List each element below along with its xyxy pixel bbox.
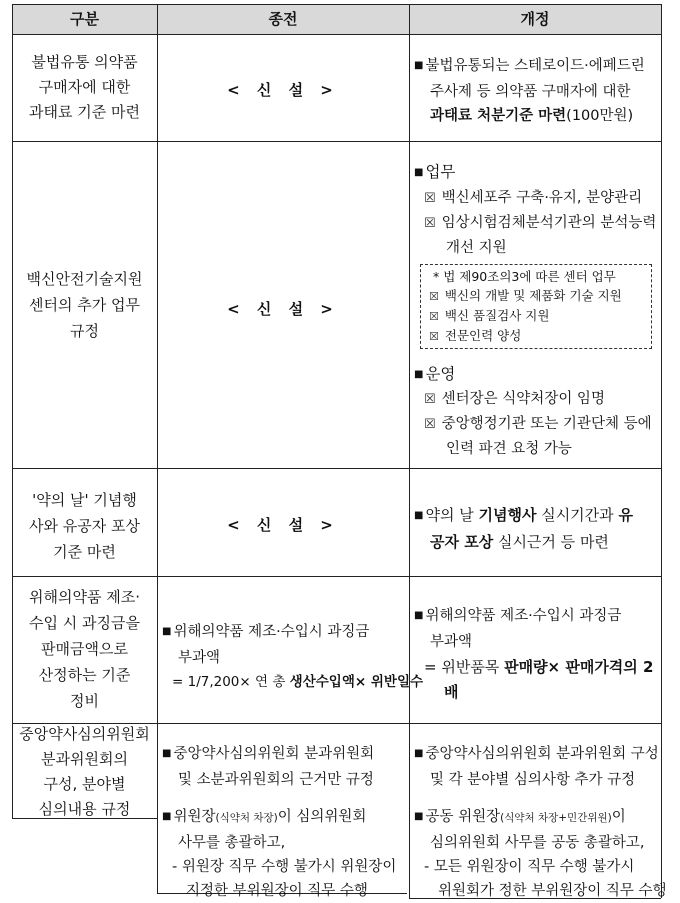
bullet-square-icon: ■ [414,610,424,621]
row2-before-new: < 신 설 > [227,300,339,318]
row1-category: 불법유통 의약품 구매자에 대한 과태료 기준 마련 [29,53,140,121]
row2-ops-items: ☒ 센터장은 식약처장이 임명 ☒ 중앙행정기관 또는 기관단체 등에 인력 파견 요청 가능 [424,391,652,457]
row3-before-new: < 신 설 > [227,516,339,534]
rule-col2 [409,4,410,898]
row1-before-new: < 신 설 > [227,81,339,99]
rule-col1 [157,4,158,893]
row5-after: ■ 중앙약사심의위원회 분과위원회 구성 및 각 분야별 심의사항 추가 규정 ■ 공동 위원장(식약처 차장+민간위원)이 심의위원회 사무를 공동 총괄하고, - 모든 위원장이 직무 수행 불가시 위원회가 정한 부위원장이 직무 수행 [414,746,667,899]
row4-before: ■ 위해의약품 제조·수입시 과징금 부과액 = 1/7,200× 연 총 생산수입액× 위반일수 [162,624,424,690]
rule-row3 [12,576,661,577]
checkbox-x-icon: ☒ [429,290,439,303]
bullet-square-icon: ■ [162,811,172,822]
row3-category: '약의 날' 기념행 사와 유공자 포상 기준 마련 [29,491,140,561]
row2-ops-title: ■ 운영 [414,365,456,383]
row2-category: 백신안전기술지원 센터의 추가 업무 규정 [26,270,143,340]
row5-category: 중앙약사심의위원회 분과위원회의 구성, 분야별 심의내용 규정 [19,725,150,818]
row1-after: ■ 불법유통되는 스테로이드·에페드린 주사제 등 의약품 구매자에 대한 과태료 처분기준 마련(100만원) [414,58,645,124]
row3-after: ■ 약의 날 기념행사 실시기간과 유 공자 포상 실시근거 등 마련 [414,506,633,551]
row5-before: ■ 중앙약사심의위원회 분과위원회 및 소분과위원회의 근거만 규정 ■ 위원장(식약처 차장)이 심의위원회 사무를 총괄하고, - 위원장 직무 수행 불가시 위원장이 지정한 부위원장이 직무 수행 [162,746,397,899]
checkbox-x-icon: ☒ [424,417,436,432]
checkbox-x-icon: ☒ [424,216,436,231]
row2-law-box: * 법 제90조의3에 따른 센터 업무 ☒ 백신의 개발 및 제품화 기술 지원 ☒ 백신 품질검사 지원 ☒ 전문인력 양성 [420,264,652,349]
header-before: 종전 [268,10,298,28]
row2-duty-items: ☒ 백신세포주 구축·유지, 분양관리 ☒ 임상시험검체분석기관의 분석능력 개선 지원 [424,190,657,256]
rule-header [12,34,661,35]
row4-after: ■ 위해의약품 제조·수입시 과징금 부과액 = 위반품목 판매량× 판매가격의 2 배 [414,608,654,701]
rule-row1 [12,141,661,142]
rule-row2 [12,468,661,469]
row4-category: 위해의약품 제조· 수입 시 과징금을 판매금액으로 산정하는 기준 정비 [29,588,140,710]
bullet-square-icon: ■ [414,369,424,380]
bullet-square-icon: ■ [414,811,424,822]
rule-right [661,4,662,898]
checkbox-x-icon: ☒ [429,330,439,343]
checkbox-x-icon: ☒ [429,310,439,323]
bullet-square-icon: ■ [162,626,172,637]
checkbox-x-icon: ☒ [424,191,436,206]
bullet-square-icon: ■ [414,60,424,71]
header-category: 구분 [70,10,99,28]
bullet-square-icon: ■ [414,748,424,759]
checkbox-x-icon: ☒ [424,392,436,407]
row2-duty-title: ■ 업무 [414,163,456,181]
bullet-square-icon: ■ [414,510,424,521]
bullet-square-icon: ■ [162,748,172,759]
bullet-square-icon: ■ [414,167,424,178]
header-after: 개정 [520,10,550,28]
